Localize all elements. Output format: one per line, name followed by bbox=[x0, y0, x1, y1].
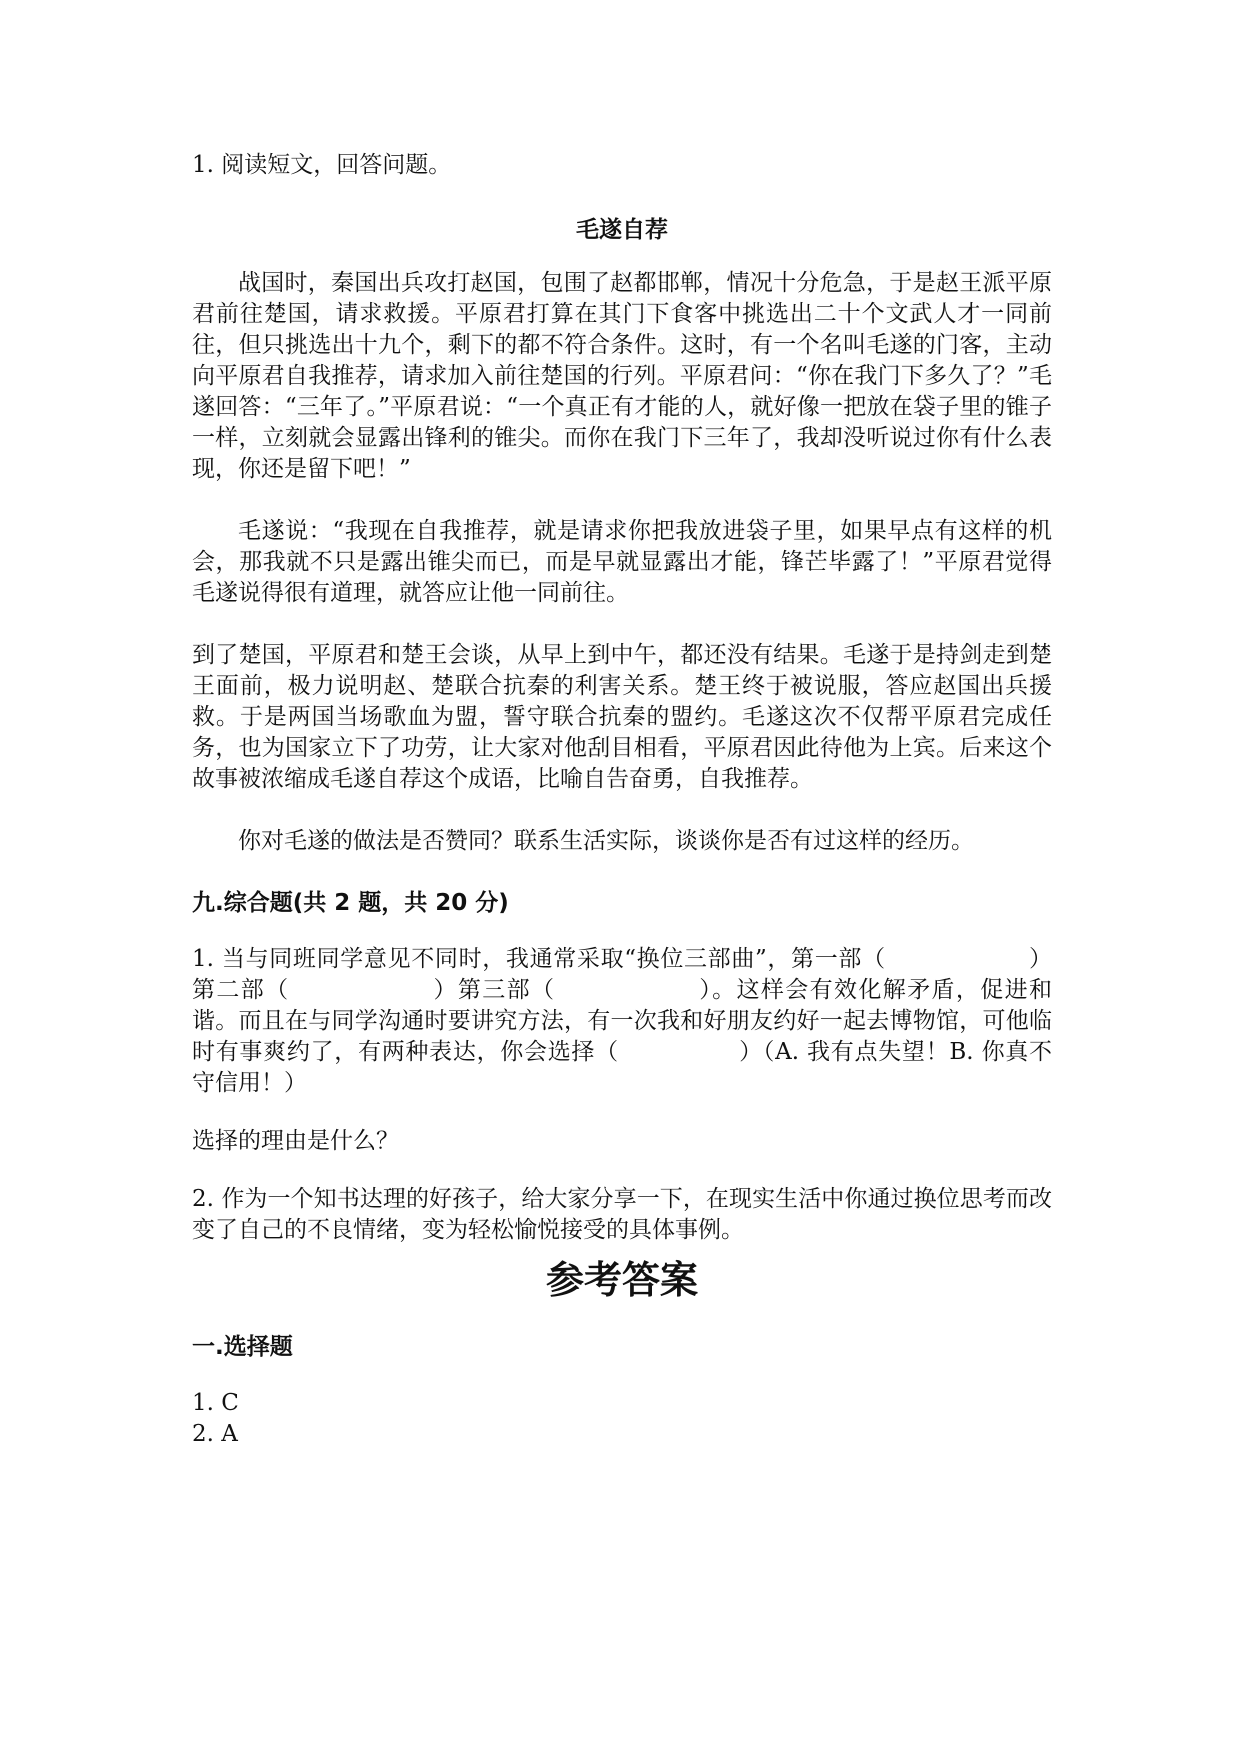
answer-item-1: 1. C bbox=[192, 1390, 239, 1416]
q1-text-3: ）第三部（ bbox=[432, 977, 556, 1003]
question-intro: 1. 阅读短文，回答问题。 bbox=[192, 152, 452, 178]
passage-paragraph-2: 毛遂说：“我现在自我推荐，就是请求你把我放进袋子里，如果早点有这样的机会，那我就不只是露出锥尖而已，而是早就显露出才能，锋芒毕露了！”平原君觉得毛遂说得很有道理，就答应让他一同前往。 bbox=[192, 518, 1052, 606]
passage-title: 毛遂自荐 bbox=[576, 217, 668, 243]
answers-section-1-heading: 一.选择题 bbox=[192, 1334, 293, 1360]
section-9-question-1-followup: 选择的理由是什么？ bbox=[192, 1128, 399, 1154]
answers-title: 参考答案 bbox=[545, 1257, 698, 1302]
section-9-question-1 bbox=[192, 944, 1052, 1099]
answer-item-2: 2. A bbox=[192, 1421, 238, 1447]
q1-text-5: ）（A. 我有点失望！B. 你真不守信用！） bbox=[192, 1039, 1052, 1096]
passage-paragraph-1: 战国时，秦国出兵攻打赵国，包围了赵都邯郸，情况十分危急，于是赵王派平原君前往楚国，请求救援。平原君打算在其门下食客中挑选出二十个文武人才一同前往，但只挑选出十九个，剩下的都不符合条件。这时，有一个名叫毛遂的门客，主动向平原君自我推荐，请求加入前往楚国的行列。平原君问：“你在我门下多久了？”毛遂回答：“三年了。”平原君说：“一个真正有才能的人，就好像一把放在袋子里的锥子一样，立刻就会显露出锋利的锥尖。而你在我门下三年了，我却没听说过你有什么表现，你还是留下吧！” bbox=[192, 270, 1052, 482]
passage-paragraph-3: 到了楚国，平原君和楚王会谈，从早上到中午，都还没有结果。毛遂于是持剑走到楚王面前，极力说明赵、楚联合抗秦的利害关系。楚王终于被说服，答应赵国出兵援救。于是两国当场歌血为盟，誓守联合抗秦的盟约。毛遂这次不仅帮平原君完成任务，也为国家立下了功劳，让大家对他刮目相看，平原君因此待他为上宾。后来这个故事被浓缩成毛遂自荐这个成语，比喻自告奋勇，自我推荐。 bbox=[192, 642, 1052, 792]
section-9-heading: 九.综合题(共 2 题，共 20 分) bbox=[192, 890, 509, 916]
q1-text-2: ）第二部（ bbox=[192, 946, 1052, 1003]
passage-question: 你对毛遂的做法是否赞同？联系生活实际，谈谈你是否有过这样的经历。 bbox=[238, 828, 974, 854]
q1-text-1: 1. 当与同班同学意见不同时，我通常采取“换位三部曲”，第一部（ bbox=[192, 946, 886, 972]
q1-text-4: ）。这样会有效化解矛盾，促进和谐。而且在与同学沟通时要讲究方法，有一次我和好朋友约好一起去博物馆，可他临时有事爽约了，有两种表达，你会选择（ bbox=[192, 977, 1053, 1065]
document-content bbox=[192, 150, 1052, 1450]
section-9-question-2: 2. 作为一个知书达理的好孩子，给大家分享一下，在现实生活中你通过换位思考而改变了自己的不良情绪，变为轻松愉悦接受的具体事例。 bbox=[192, 1186, 1052, 1243]
